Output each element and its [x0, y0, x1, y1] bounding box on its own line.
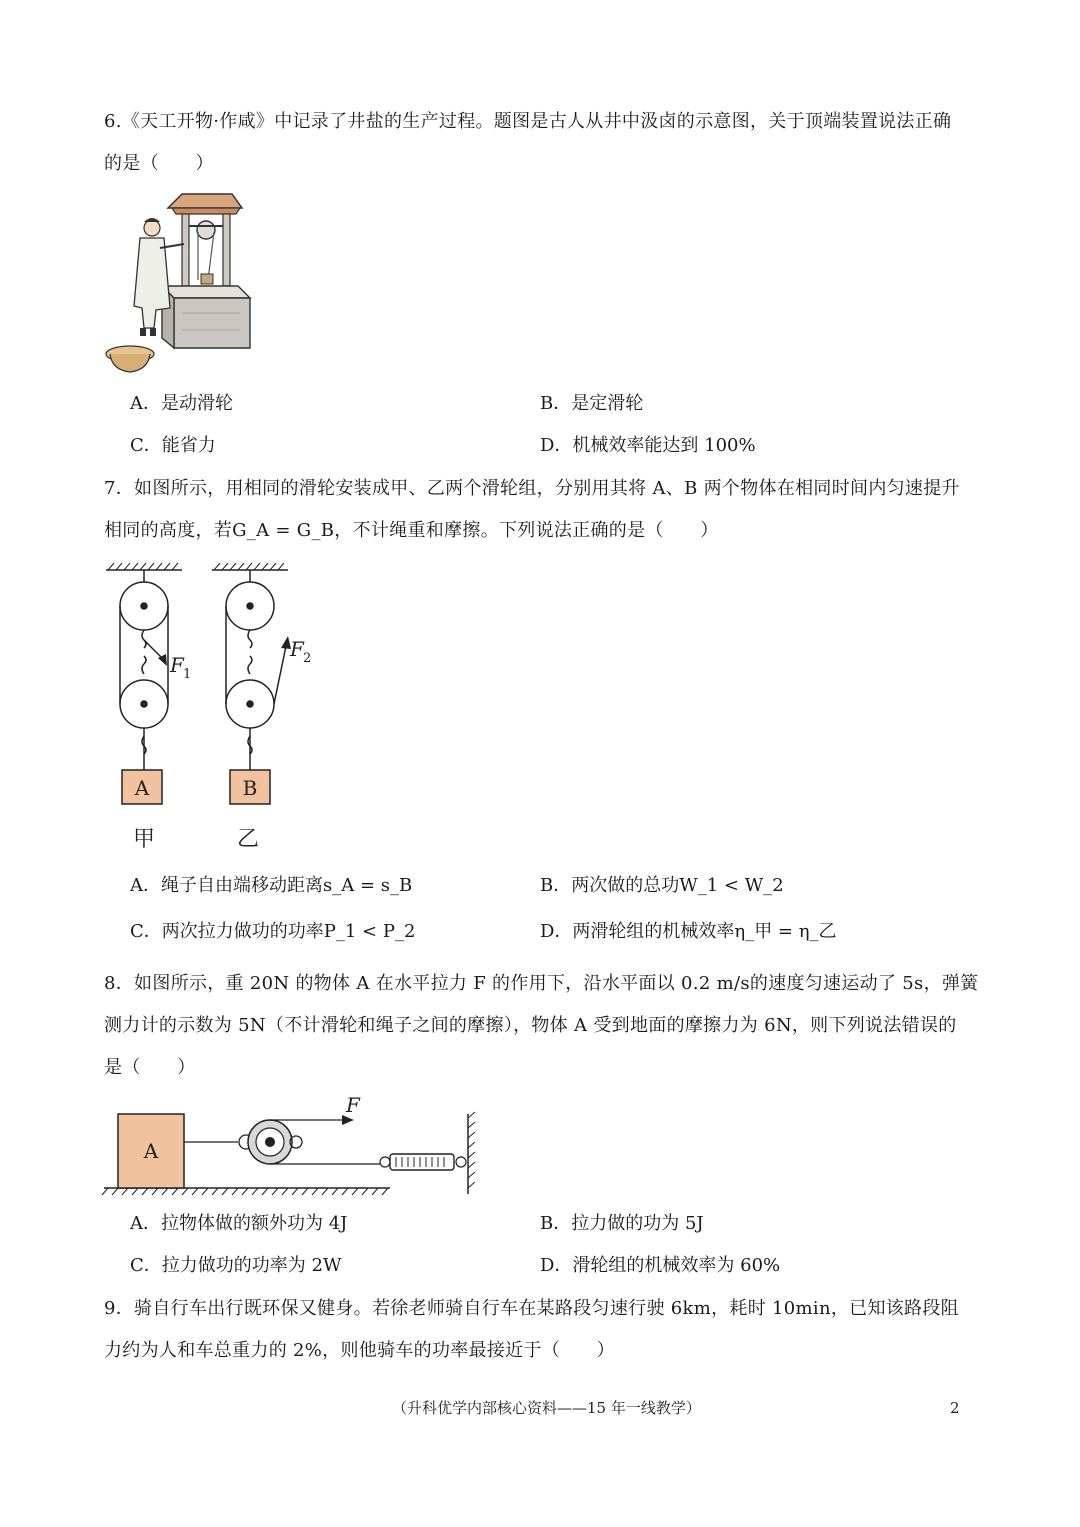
q8-block-a-label: A: [143, 1139, 159, 1163]
q6-stem-line-1: 6.《天工开物·作咸》中记录了井盐的生产过程。题图是古人从井中汲卤的示意图，关于顶端装置说法正确: [104, 111, 952, 132]
q7-force-f2-label: F: [290, 637, 304, 661]
q7-caption-yi: 乙: [236, 827, 260, 852]
q8-pulley-figure: [100, 1094, 480, 1198]
q6-option-a: A．是动滑轮: [130, 393, 233, 414]
q6-option-b: B．是定滑轮: [540, 393, 644, 414]
q7-caption-jia: 甲: [132, 827, 156, 852]
q7-stem-line-2: 相同的高度，若G_A = G_B，不计绳重和摩擦。下列说法正确的是（ ）: [104, 520, 719, 541]
q7-block-a-label: A: [134, 776, 150, 800]
q7-stem-line-1: 7．如图所示，用相同的滑轮安装成甲、乙两个滑轮组，分别用其将 A、B 两个物体在相同时间内匀速提升: [104, 478, 960, 499]
q7-pulley-figure: [100, 560, 340, 860]
q9-stem-line-1: 9．骑自行车出行既环保又健身。若徐老师骑自行车在某路段匀速行驶 6km，耗时 10min，已知该路段阻: [104, 1298, 959, 1319]
q8-stem-line-3: 是（ ）: [104, 1057, 196, 1078]
q7-option-a: A．绳子自由端移动距离s_A = s_B: [130, 875, 413, 896]
q6-stem-line-2: 的是（ ）: [104, 153, 214, 174]
q8-option-b: B．拉力做的功为 5J: [540, 1213, 704, 1234]
page-number: 2: [950, 1399, 960, 1417]
q9-stem-line-2: 力约为人和车总重力的 2%，则他骑车的功率最接近于（ ）: [104, 1340, 615, 1361]
q8-stem-line-1: 8．如图所示，重 20N 的物体 A 在水平拉力 F 的作用下，沿水平面以 0.2 m/s的速度匀速运动了 5s，弹簧: [104, 973, 979, 994]
q7-force-f2-sub: 2: [303, 651, 312, 666]
q6-well-illustration: [100, 188, 260, 378]
q7-option-d: D．两滑轮组的机械效率η_甲 = η_乙: [540, 921, 837, 942]
q7-block-b-label: B: [242, 776, 258, 800]
q7-option-b: B．两次做的总功W_1 < W_2: [540, 875, 784, 896]
q8-option-d: D．滑轮组的机械效率为 60%: [540, 1255, 781, 1276]
q7-option-c: C．两次拉力做功的功率P_1 < P_2: [130, 921, 416, 942]
q7-force-f1-label: F: [170, 653, 184, 677]
footer-source-text: （升科优学内部核心资料——15 年一线教学）: [392, 1399, 701, 1417]
q8-stem-line-2: 测力计的示数为 5N（不计滑轮和绳子之间的摩擦），物体 A 受到地面的摩擦力为 6N，则下列说法错误的: [104, 1015, 957, 1036]
q8-option-a: A．拉物体做的额外功为 4J: [130, 1213, 348, 1234]
q6-option-c: C．能省力: [130, 435, 216, 456]
q8-force-f-label: F: [346, 1094, 360, 1117]
q7-force-f1-sub: 1: [183, 667, 192, 682]
q8-option-c: C．拉力做功的功率为 2W: [130, 1255, 342, 1276]
q6-option-d: D．机械效率能达到 100%: [540, 435, 756, 456]
